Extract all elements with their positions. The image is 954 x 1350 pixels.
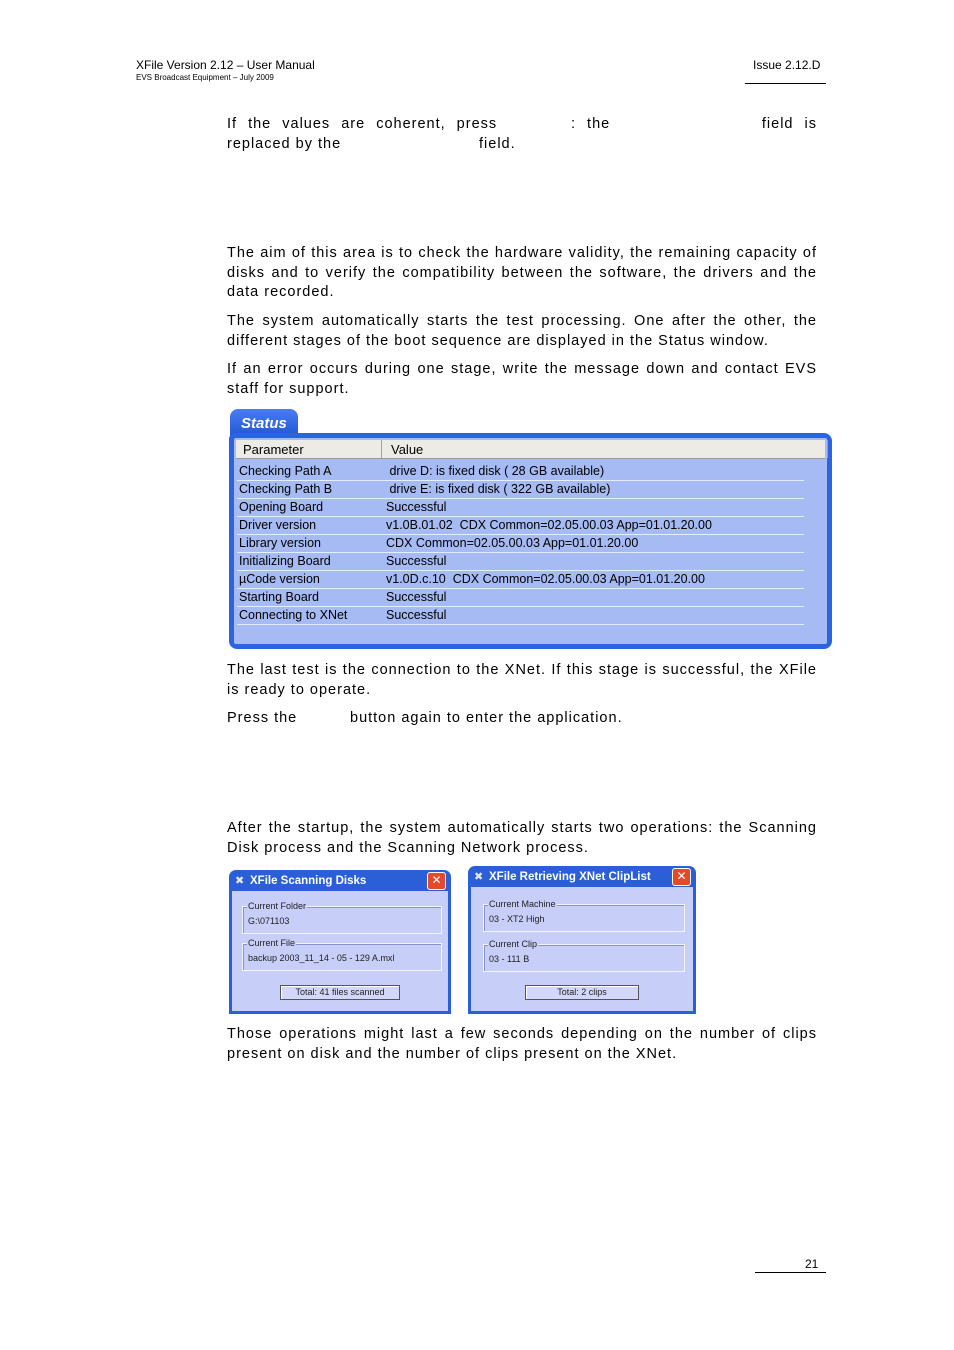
status-value: Successful <box>386 500 447 514</box>
column-parameter[interactable]: Parameter <box>236 440 382 458</box>
status-value: Successful <box>386 608 447 622</box>
header-rule <box>745 83 826 84</box>
p6-part-a: Press the <box>227 710 298 726</box>
status-parameter: µCode version <box>239 572 320 586</box>
p1-part-e: field. <box>479 135 516 152</box>
p1-part-c: field is <box>761 116 817 132</box>
paragraph-last-test: The last test is the connection to the XNet. If this stage is successful, the XFile is ready to operate. <box>227 662 817 698</box>
status-parameter: Checking Path A <box>239 464 332 478</box>
status-row[interactable] <box>237 499 804 517</box>
status-row[interactable] <box>237 589 804 607</box>
status-panel <box>229 433 832 649</box>
current-machine-group <box>483 899 685 932</box>
paragraph-test-processing: The system automatically starts the test processing. One after the other, the different stages of the boot sequence are displayed in the Status window. <box>227 313 817 349</box>
status-row[interactable] <box>237 517 804 535</box>
xnet-cliplist-title: XFile Retrieving XNet ClipList <box>489 871 651 883</box>
scanning-disks-dialog <box>229 870 451 1014</box>
status-parameter: Starting Board <box>239 590 319 604</box>
paragraph-error: If an error occurs during one stage, write the message down and contact EVS staff for support. <box>227 361 817 397</box>
current-file-group <box>242 938 442 971</box>
files-scanned-total: Total: 41 files scanned <box>280 985 400 1000</box>
manual-subtitle: EVS Broadcast Equipment – July 2009 <box>136 73 274 82</box>
xnet-cliplist-body <box>471 887 693 1011</box>
current-folder-value: G:\071103 <box>248 916 290 926</box>
status-row[interactable] <box>237 463 804 481</box>
status-value: Successful <box>386 554 447 568</box>
status-value: CDX Common=02.05.00.03 App=01.01.20.00 <box>386 536 639 550</box>
status-value: Successful <box>386 590 447 604</box>
paragraph-press-button <box>227 709 817 729</box>
page-number: 21 <box>805 1257 819 1271</box>
app-icon: ✖ <box>474 871 484 883</box>
current-folder-group <box>242 901 442 934</box>
current-file-value: backup 2003_11_14 - 05 - 129 A.mxl <box>248 953 395 963</box>
status-parameter: Connecting to XNet <box>239 608 348 622</box>
scanning-disks-title: XFile Scanning Disks <box>250 875 367 887</box>
p1-part-d: replaced by the <box>227 135 342 152</box>
manual-title: XFile Version 2.12 – User Manual <box>136 58 315 72</box>
status-row[interactable] <box>237 535 804 553</box>
status-parameter: Opening Board <box>239 500 324 514</box>
status-value: v1.0B.01.02 CDX Common=02.05.00.03 App=01.01.20.00 <box>386 518 712 532</box>
status-parameter: Initializing Board <box>239 554 331 568</box>
current-machine-value: 03 - XT2 High <box>489 914 545 924</box>
status-row[interactable] <box>237 553 804 571</box>
p1-part-b: : the <box>571 116 611 132</box>
current-clip-value: 03 - 111 B <box>489 954 530 964</box>
status-parameter: Library version <box>239 536 321 550</box>
p6-part-b: button again to enter the application. <box>350 710 623 726</box>
status-parameter: Checking Path B <box>239 482 333 496</box>
close-icon[interactable]: ✕ <box>672 868 691 886</box>
status-value: drive E: is fixed disk ( 322 GB available) <box>386 482 611 496</box>
status-row[interactable] <box>237 481 804 499</box>
p1-part-a: If the values are coherent, press <box>227 116 498 132</box>
column-value[interactable]: Value <box>383 440 828 458</box>
paragraph-after-startup: After the startup, the system automatically starts two operations: the Scanning Disk process and the Scanning Network process. <box>227 820 817 856</box>
current-clip-group <box>483 939 685 972</box>
status-header <box>236 440 825 459</box>
current-folder-label: Current Folder <box>248 901 307 911</box>
status-tab: Status <box>230 409 298 437</box>
status-list <box>234 438 827 644</box>
paragraph-aim: The aim of this area is to check the hardware validity, the remaining capacity of disks and to verify the compatibility between the software, the drivers and the data recorded. <box>227 245 817 300</box>
paragraph-operations-duration: Those operations might last a few seconds depending on the number of clips present on disk and the number of clips present on the XNet. <box>227 1026 817 1062</box>
status-value: v1.0D.c.10 CDX Common=02.05.00.03 App=01.01.20.00 <box>386 572 705 586</box>
scanning-disks-titlebar[interactable] <box>232 870 448 891</box>
xnet-cliplist-dialog <box>468 866 696 1014</box>
status-rows <box>237 463 804 625</box>
current-file-label: Current File <box>248 938 296 948</box>
clips-total: Total: 2 clips <box>525 985 639 1000</box>
status-row[interactable] <box>237 607 804 625</box>
issue-label: Issue 2.12.D <box>753 58 821 72</box>
current-machine-label: Current Machine <box>489 899 556 909</box>
footer-rule <box>755 1272 826 1273</box>
status-value: drive D: is fixed disk ( 28 GB available) <box>386 464 605 478</box>
paragraph-coherent-values <box>227 115 817 154</box>
current-clip-label: Current Clip <box>489 939 538 949</box>
status-parameter: Driver version <box>239 518 317 532</box>
app-icon: ✖ <box>235 875 245 887</box>
xnet-cliplist-titlebar[interactable] <box>471 866 693 887</box>
status-row[interactable] <box>237 571 804 589</box>
scanning-disks-body <box>232 891 448 1011</box>
close-icon[interactable]: ✕ <box>427 872 446 890</box>
